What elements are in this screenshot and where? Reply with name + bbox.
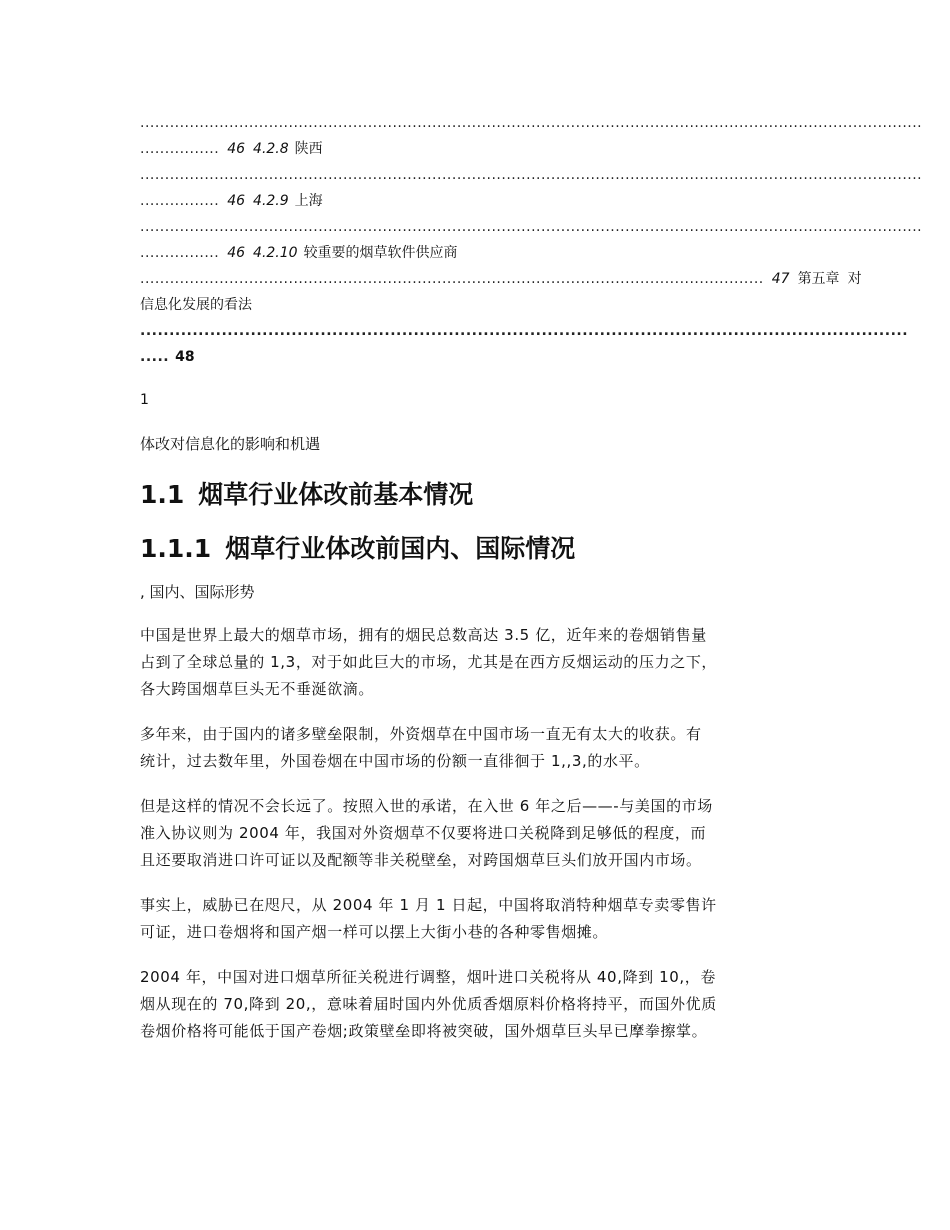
toc-entry[interactable]: ..... 48 (140, 349, 195, 365)
toc-title: 信息化发展的看法 (140, 297, 252, 313)
toc-leader: .............................................................................................................................................................. (140, 115, 923, 131)
toc-chapter-label: 第五章 (797, 271, 840, 287)
toc-title: 较重要的烟草软件供应商 (303, 245, 458, 261)
subsection-number: 1.1.1 (140, 534, 212, 563)
subsection-title: 烟草行业体改前国内、国际情况 (225, 534, 576, 563)
toc-page: 46 (227, 141, 246, 157)
paragraph: 2004 年，中国对进口烟草所征关税进行调整，烟叶进口关税将从 40,降到 10,，卷 烟从现在的 70,降到 20,，意味着届时国内外优质香烟原料价格将持平，而国外优质 卷烟价格将可能低于国产卷烟;政策壁垒即将被突破，国外烟草巨头早已摩拳擦掌。 (140, 968, 717, 1040)
toc-number: 4.2.9 (253, 193, 289, 209)
paragraph: 但是这样的情况不会长远了。按照入世的承诺，在入世 6 年之后——-与美国的市场 准入协议则为 2004 年，我国对外资烟草不仅要将进口关税降到足够低的程度，而 且还要取消进口许可证以及配额等非关税壁垒，对跨国烟草巨头们放开国内市场。 (140, 797, 713, 869)
toc-title: 陕西 (294, 141, 323, 157)
toc-entry[interactable]: .............................................................................................................................. 47 第五章 对 (140, 271, 862, 287)
toc-entry-cont (140, 292, 810, 318)
toc-entry[interactable]: ................ 46 4.2.9 上海 (140, 193, 323, 209)
toc-chapter-word: 对 (847, 271, 862, 287)
toc-page: 46 (227, 193, 246, 209)
toc-entry[interactable]: ................ 46 4.2.10 较重要的烟草软件供应商 (140, 245, 458, 261)
section-title: 烟草行业体改前基本情况 (198, 480, 474, 509)
toc-number: 4.2.8 (253, 141, 289, 157)
toc-leader: .............................................................................................................................................................. (140, 219, 923, 235)
subhead: , 国内、国际形势 (140, 583, 255, 601)
section-number: 1.1 (140, 480, 185, 509)
toc-leader-bold: .................................................................................................................................... (140, 323, 909, 339)
toc-number: 4.2.10 (253, 245, 298, 261)
subsection-heading (140, 532, 810, 566)
toc-page: 47 (771, 271, 790, 287)
page-number: 1 (140, 392, 149, 408)
toc-page: 48 (175, 349, 195, 365)
paragraph: 事实上，威胁已在咫尺，从 2004 年 1 月 1 日起，中国将取消特种烟草专卖零售许 可证，进口卷烟将和国产烟一样可以摆上大街小巷的各种零售烟摊。 (140, 896, 717, 941)
section-heading (140, 478, 810, 512)
document-page (140, 110, 923, 1045)
toc-page: 46 (227, 245, 246, 261)
chapter-fragment: 体改对信息化的影响和机遇 (140, 435, 321, 453)
paragraph: 中国是世界上最大的烟草市场，拥有的烟民总数高达 3.5 亿，近年来的卷烟销售量 占到了全球总量的 1,3，对于如此巨大的市场，尤其是在西方反烟运动的压力之下， 各大跨国烟草巨头无不垂涎欲滴。 (140, 626, 718, 698)
toc-entry[interactable]: ................ 46 4.2.8 陕西 (140, 141, 323, 157)
toc-title: 上海 (294, 193, 323, 209)
toc-leader: .............................................................................................................................................................. (140, 167, 923, 183)
paragraph: 多年来，由于国内的诸多壁垒限制，外资烟草在中国市场一直无有太大的收获。有 统计，过去数年里，外国卷烟在中国市场的份额一直徘徊于 1,,3,的水平。 (140, 725, 702, 770)
